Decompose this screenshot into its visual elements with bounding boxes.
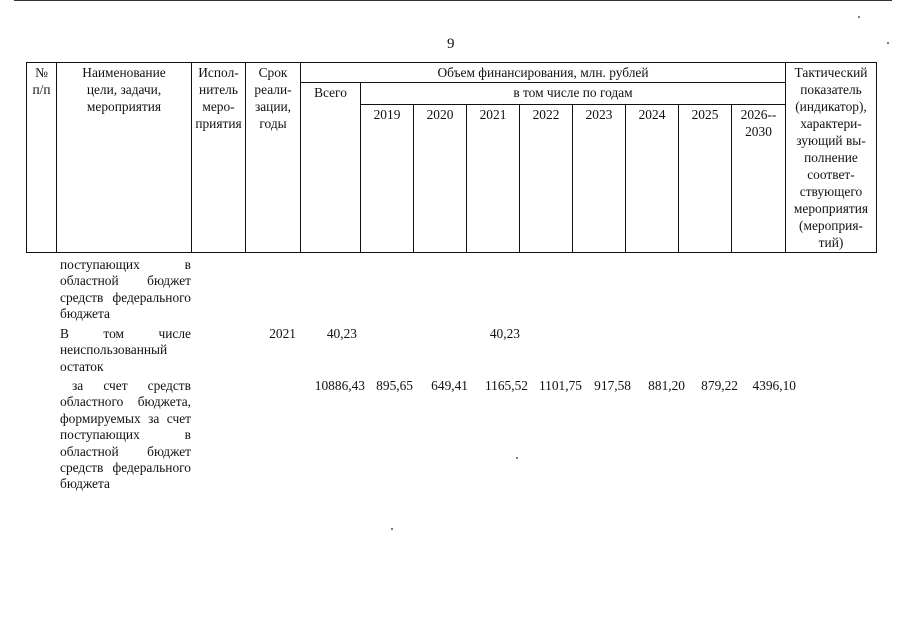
row-year-2022: 1101,75 — [538, 378, 582, 393]
page-number: 9 — [447, 36, 455, 52]
row-total: 40,23 — [326, 326, 357, 341]
header-year: 2022 — [520, 105, 573, 253]
scan-speck — [858, 16, 860, 18]
header-number: № п/п — [27, 63, 57, 253]
row-year-2024: 881,20 — [648, 378, 685, 393]
row-year-2021: 1165,52 — [484, 378, 528, 393]
header-year: 2023 — [573, 105, 626, 253]
header-total: Всего — [301, 83, 361, 253]
row-name: поступающих в областной бюджет средств федерального бюджета — [60, 257, 191, 322]
header-term: Срок реали- зации, годы — [246, 63, 301, 253]
row-year-2023: 917,58 — [594, 378, 631, 393]
budget-table-header — [26, 62, 877, 253]
header-name: Наименование цели, задачи, мероприятия — [57, 63, 192, 253]
top-border-line — [14, 0, 892, 1]
header-indicator: Тактический показатель (индикатор), характери- зующий вы- полнение соответ- ствующего мероприятия (мероприя- тий) — [786, 63, 877, 253]
header-year: 2025 — [679, 105, 732, 253]
header-year: 2020 — [414, 105, 467, 253]
header-funding: Объем финансирования, млн. рублей — [301, 63, 786, 83]
row-name: В том числе неиспользованный остаток — [60, 326, 191, 374]
scan-speck — [516, 457, 518, 459]
row-total: 10886,43 — [314, 378, 365, 393]
header-year: 2021 — [467, 105, 520, 253]
row-year-2025: 879,22 — [701, 378, 738, 393]
header-year: 2019 — [361, 105, 414, 253]
header-year: 2024 — [626, 105, 679, 253]
row-year-2026-2030: 4396,10 — [752, 378, 796, 393]
row-term: 2021 — [269, 326, 296, 341]
scan-speck — [887, 42, 889, 44]
header-by-years: в том числе по годам — [361, 83, 786, 105]
header-year: 2026-- 2030 — [732, 105, 786, 253]
header-executor: Испол- нитель меро- приятия — [192, 63, 246, 253]
row-year-2021: 40,23 — [489, 326, 520, 341]
scan-speck — [391, 528, 393, 530]
row-year-2020: 649,41 — [431, 378, 468, 393]
row-name: за счет средств областного бюджета, формируемых за счет поступающих в областной бюджет средств федерального бюджета — [60, 378, 191, 492]
row-year-2019: 895,65 — [376, 378, 413, 393]
